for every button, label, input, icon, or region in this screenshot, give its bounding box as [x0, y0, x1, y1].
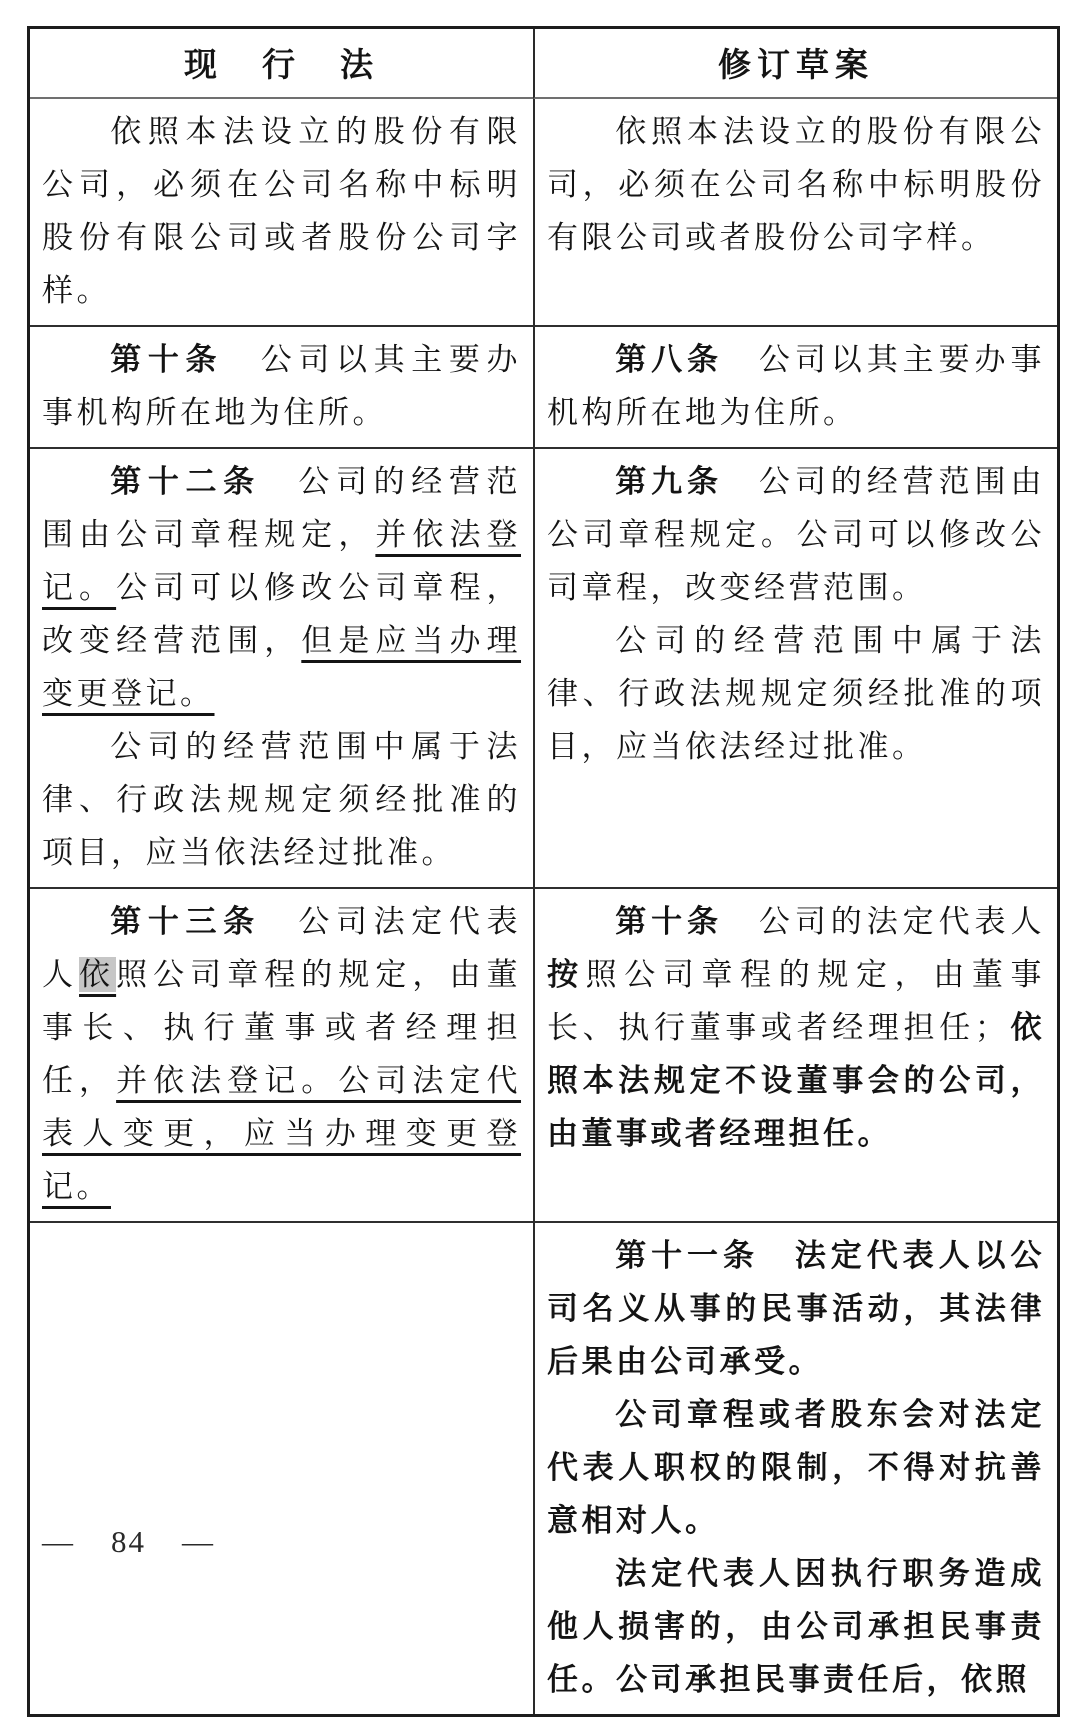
paragraph — [42, 895, 521, 1213]
bold-text: 法定代表人以公司名义从事的民事活动，其法律后果由公司承受。 — [547, 1238, 1045, 1379]
footer-dash-right: — — [182, 1524, 215, 1559]
bold-text: 第十条 — [615, 904, 723, 939]
bold-text: 第九条 — [615, 464, 723, 499]
bold-text: 第八条 — [615, 342, 723, 377]
row-3-right-cell — [533, 889, 1057, 1223]
paragraph — [547, 614, 1045, 773]
paragraph — [547, 455, 1045, 614]
underlined-text: 并依法登记。公司法定代表人变更，应当办理变更登记。 — [42, 1063, 522, 1204]
highlighted-char: 依 — [79, 957, 117, 992]
row-0-left-cell — [30, 99, 533, 327]
text-segment: 依照本法设立的股份有限公司，必须在公司名称中标明股份有限公司或者股份公司字样。 — [547, 114, 1045, 255]
paragraph — [547, 105, 1045, 264]
row-1-right-cell — [533, 327, 1057, 449]
text-segment: 公司的经营范围中属于法律、行政法规规定须经批准的项目，应当依法经过批准。 — [547, 623, 1045, 764]
row-3-left-cell — [30, 889, 533, 1223]
paragraph — [42, 455, 521, 720]
paragraph — [547, 1229, 1045, 1388]
text-segment: 公司以其主要办事机构所在地为住所。 — [547, 342, 1045, 430]
row-0-right-cell — [533, 99, 1057, 327]
page-footer — [42, 1524, 215, 1560]
comparison-table — [27, 26, 1060, 1717]
paragraph — [42, 720, 521, 879]
bold-text: 公司章程或者股东会对法定代表人职权的限制，不得对抗善意相对人。 — [547, 1397, 1045, 1538]
paragraph — [547, 895, 1045, 1160]
text-segment: 照公司章程的规定，由董事长、执行董事或者经理担任， — [42, 957, 522, 1098]
header-revision-draft: 修订草案 — [533, 29, 1057, 99]
bold-text: 法定代表人因执行职务造成他人损害的，由公司承担民事责任。公司承担民事责任后，依照 — [547, 1556, 1045, 1697]
underlined-text: 但是应当办理变更登记。 — [42, 623, 522, 711]
text-segment: 公司的经营范围由公司章程规定， — [42, 464, 522, 552]
bold-text: 依照本法规定不设董事会的公司，由董事或者经理担任。 — [547, 1010, 1046, 1151]
row-4-right-cell — [533, 1223, 1057, 1714]
row-2-left-cell — [30, 449, 533, 889]
bold-text: 第十一条 — [615, 1238, 759, 1273]
text-segment: 依照本法设立的股份有限公司，必须在公司名称中标明股份有限公司或者股份公司字样。 — [42, 114, 521, 308]
bold-text: 按 — [547, 957, 586, 992]
bold-text: 第十三条 — [110, 904, 261, 939]
paragraph — [547, 1547, 1045, 1706]
underlined-text: 并依法登记。 — [42, 517, 521, 605]
row-2-right-cell — [533, 449, 1057, 889]
row-1-left-cell — [30, 327, 533, 449]
text-segment: 公司的法定代表人 — [723, 904, 1045, 939]
page-number: 84 — [111, 1524, 146, 1559]
text-segment: 照公司章程的规定，由董事长、执行董事或者经理担任； — [547, 957, 1045, 1045]
footer-dash-left: — — [42, 1524, 75, 1559]
paragraph — [42, 333, 521, 439]
paragraph — [547, 333, 1045, 439]
header-current-law: 现 行 法 — [30, 29, 533, 99]
text-segment: 公司法定代表人 — [42, 904, 522, 992]
paragraph — [547, 1388, 1045, 1547]
row-4-left-cell — [30, 1223, 533, 1714]
text-segment: 公司的经营范围由公司章程规定。公司可以修改公司章程，改变经营范围。 — [547, 464, 1045, 605]
bold-text: 第十条 — [110, 342, 224, 377]
text-segment: 公司的经营范围中属于法律、行政法规规定须经批准的项目，应当依法经过批准。 — [42, 729, 521, 870]
text-segment: 公司以其主要办事机构所在地为住所。 — [42, 342, 522, 430]
bold-text: 第十二条 — [110, 464, 261, 499]
paragraph — [42, 105, 521, 317]
text-segment: 公司可以修改公司章程，改变经营范围， — [42, 570, 522, 658]
